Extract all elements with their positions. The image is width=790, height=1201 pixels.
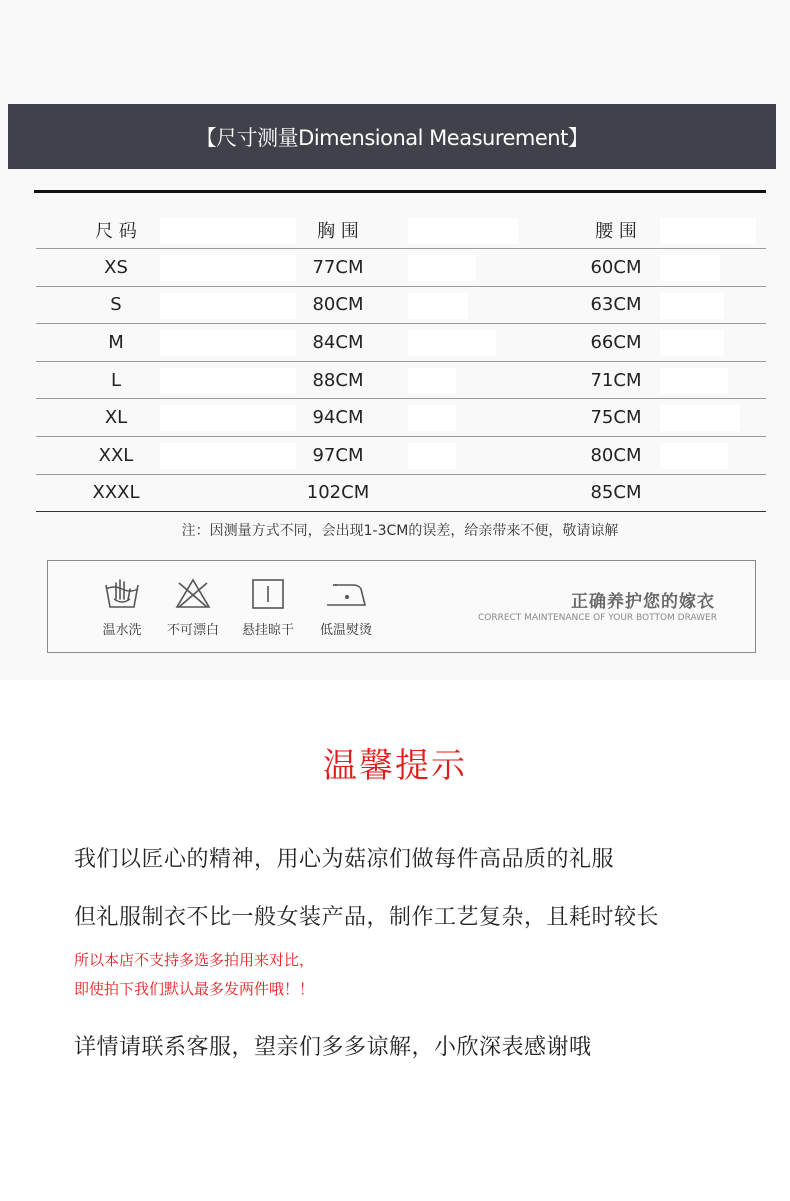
chest-cell: 88CM — [312, 369, 364, 391]
column-header-waist: 腰 围 — [595, 221, 637, 242]
table-header-row — [36, 212, 766, 249]
table-mask — [660, 255, 720, 281]
tip-red-line-1: 所以本店不支持多选多拍用来对比， — [74, 951, 315, 969]
tip-line-2: 但礼服制衣不比一般女装产品，制作工艺复杂，且耗时较长 — [74, 905, 660, 930]
table-mask — [408, 330, 496, 356]
table-mask — [408, 293, 468, 319]
chest-cell: 102CM — [306, 482, 370, 504]
table-row — [36, 287, 766, 325]
table-mask — [160, 218, 296, 244]
tip-line-3: 详情请联系客服，望亲们多多谅解，小欣深表感谢哦 — [74, 1035, 592, 1060]
tip-line-1: 我们以匠心的精神，用心为菇凉们做每件高品质的礼服 — [74, 847, 615, 872]
chest-cell: 80CM — [312, 294, 364, 316]
tip-red-line-2: 即使拍下我们默认最多发两件哦！！ — [74, 980, 315, 998]
table-mask — [660, 405, 740, 431]
care-title: 正确养护您的嫁衣 — [571, 592, 715, 612]
waist-cell: 60CM — [590, 256, 642, 278]
chest-cell: 77CM — [312, 256, 364, 278]
waist-cell: 71CM — [590, 369, 642, 391]
chest-cell: 97CM — [312, 444, 364, 466]
size-table — [36, 212, 766, 512]
table-mask — [660, 368, 728, 394]
chest-cell: 94CM — [312, 407, 364, 429]
size-cell: L — [110, 369, 122, 391]
table-top-rule — [34, 190, 766, 193]
table-mask — [408, 405, 456, 431]
table-mask — [660, 293, 724, 319]
size-cell: XL — [104, 407, 128, 429]
table-mask — [660, 218, 756, 244]
size-cell: M — [108, 331, 124, 353]
care-label: 不可漂白 — [166, 623, 219, 638]
waist-cell: 80CM — [590, 444, 642, 466]
waist-cell: 66CM — [590, 331, 642, 353]
low-iron-icon — [323, 577, 369, 611]
table-row — [36, 399, 766, 437]
care-item — [228, 577, 308, 638]
table-mask — [160, 255, 296, 281]
hang-dry-icon — [248, 577, 288, 611]
column-header-chest: 胸 围 — [317, 221, 359, 242]
table-mask — [660, 443, 728, 469]
table-row — [36, 362, 766, 400]
waist-cell: 85CM — [590, 482, 642, 504]
table-mask — [408, 368, 456, 394]
care-item — [306, 577, 386, 638]
table-mask — [660, 330, 724, 356]
table-mask — [160, 293, 296, 319]
care-subtitle: CORRECT MAINTENANCE OF YOUR BOTTOM DRAWER — [477, 613, 717, 623]
table-row — [36, 249, 766, 287]
table-mask — [160, 443, 296, 469]
no-bleach-icon — [173, 577, 213, 611]
table-row — [36, 437, 766, 475]
waist-cell: 63CM — [590, 294, 642, 316]
table-mask — [160, 368, 296, 394]
hand-wash-icon — [102, 577, 142, 611]
table-mask — [160, 405, 296, 431]
care-label: 悬挂晾干 — [241, 623, 294, 638]
care-label: 温水洗 — [102, 623, 142, 638]
table-mask — [160, 330, 296, 356]
tips-title: 温馨提示 — [323, 746, 467, 786]
care-label: 低温熨烫 — [319, 623, 372, 638]
section-header — [8, 104, 776, 169]
table-row — [36, 475, 766, 513]
table-row — [36, 324, 766, 362]
care-item — [153, 577, 233, 638]
table-mask — [408, 255, 476, 281]
size-cell: XXXL — [92, 482, 140, 504]
size-cell: XS — [104, 256, 128, 278]
measurement-note: 注：因测量方式不同，会出现1-3CM的误差，给亲带来不便，敬请谅解 — [181, 523, 619, 539]
care-instructions-box — [47, 560, 756, 653]
table-mask — [408, 443, 456, 469]
size-cell: XXL — [98, 444, 134, 466]
chest-cell: 84CM — [312, 331, 364, 353]
care-item — [82, 577, 162, 638]
column-header-size: 尺 码 — [95, 221, 137, 242]
table-mask — [408, 218, 518, 244]
size-cell: S — [110, 294, 122, 316]
waist-cell: 75CM — [590, 407, 642, 429]
header-title: 【尺寸测量Dimensional Measurement】 — [195, 125, 589, 150]
